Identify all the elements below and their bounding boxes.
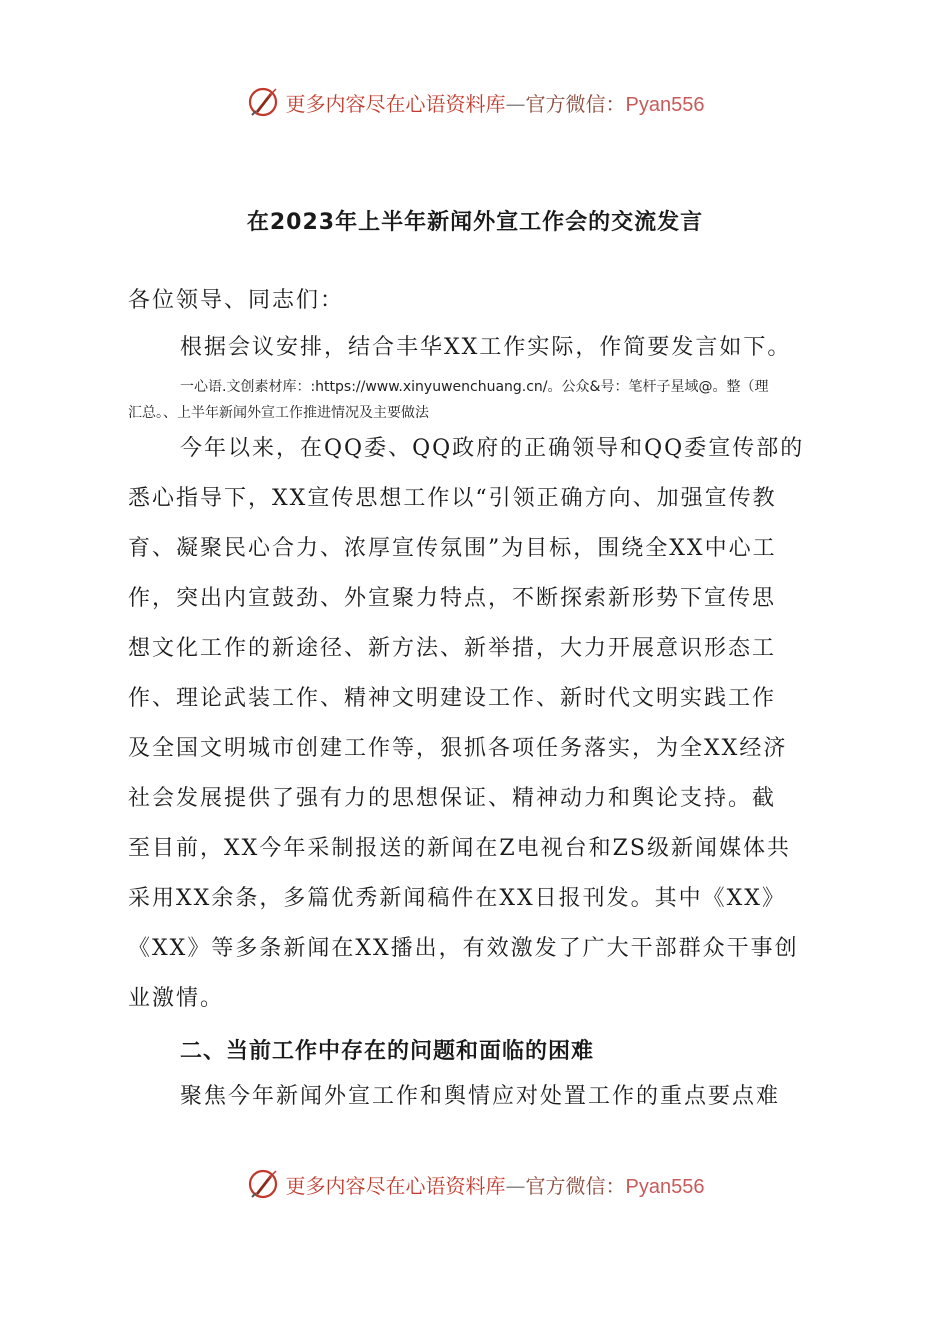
body-paragraph-2-line: 聚焦今年新闻外宣工作和舆情应对处置工作的重点要点难 [180,1084,781,1109]
banner-text [286,88,705,117]
paragraph-line: 采用XX余条，多篇优秀新闻稿件在XX日报刊发。其中《XX》 [128,886,786,911]
banner-wechat-label: 官方微信： [525,1173,626,1198]
banner-wechat-label: 官方微信： [525,91,626,116]
paragraph-line: 今年以来，在QQ委、QQ政府的正确领导和QQ委宣传部的 [180,436,805,461]
paragraph-line: 《XX》等多条新闻在XX播出，有效激发了广大干部群众干事创 [128,936,799,961]
banner-separator: — [505,1173,526,1198]
intro-paragraph: 根据会议安排，结合丰华XX工作实际，作简要发言如下。 [180,335,792,360]
watermark-note-line-2: 汇总。、上半年新闻外宣工作推进情况及主要做法 [128,405,429,421]
banner-main-text: 更多内容尽在心语资料库 [285,1173,506,1198]
header-banner [0,80,950,124]
salutation: 各位领导、同志们： [128,288,345,313]
paragraph-line: 至目前，XX今年采制报送的新闻在Z电视台和ZS级新闻媒体共 [128,836,791,861]
quill-logo-icon [246,1167,280,1201]
watermark-note-line-1: 一心语.文创素材库：:https://www.xinyuwenchuang.cn/。公众&号：笔杆子星域@。整（理 [180,379,769,395]
paragraph-line: 业激情。 [128,986,225,1011]
document-title: 在2023年上半年新闻外宣工作会的交流发言 [246,210,704,235]
paragraph-line: 悉心指导下，XX宣传思想工作以“引领正确方向、加强宣传教 [128,486,777,511]
paragraph-line: 社会发展提供了强有力的思想保证、精神动力和舆论支持。截 [128,786,777,811]
banner-separator: — [505,91,526,116]
banner-wechat-id: Pyan556 [625,1175,705,1198]
banner-wechat-id: Pyan556 [625,93,705,116]
footer-banner [0,1162,950,1206]
banner-text [286,1170,705,1199]
quill-logo-icon [246,85,280,119]
paragraph-line: 育、凝聚民心合力、浓厚宣传氛围”为目标，围绕全XX中心工 [128,536,777,561]
paragraph-line: 及全国文明城市创建工作等，狠抓各项任务落实，为全XX经济 [128,736,788,761]
paragraph-line: 想文化工作的新途径、新方法、新举措，大力开展意识形态工 [128,636,777,661]
section-heading-2: 二、当前工作中存在的问题和面临的困难 [180,1039,595,1064]
paragraph-line: 作、理论武装工作、精神文明建设工作、新时代文明实践工作 [128,686,777,711]
banner-main-text: 更多内容尽在心语资料库 [285,91,506,116]
paragraph-line: 作，突出内宣鼓劲、外宣聚力特点，不断探索新形势下宣传思 [128,586,777,611]
